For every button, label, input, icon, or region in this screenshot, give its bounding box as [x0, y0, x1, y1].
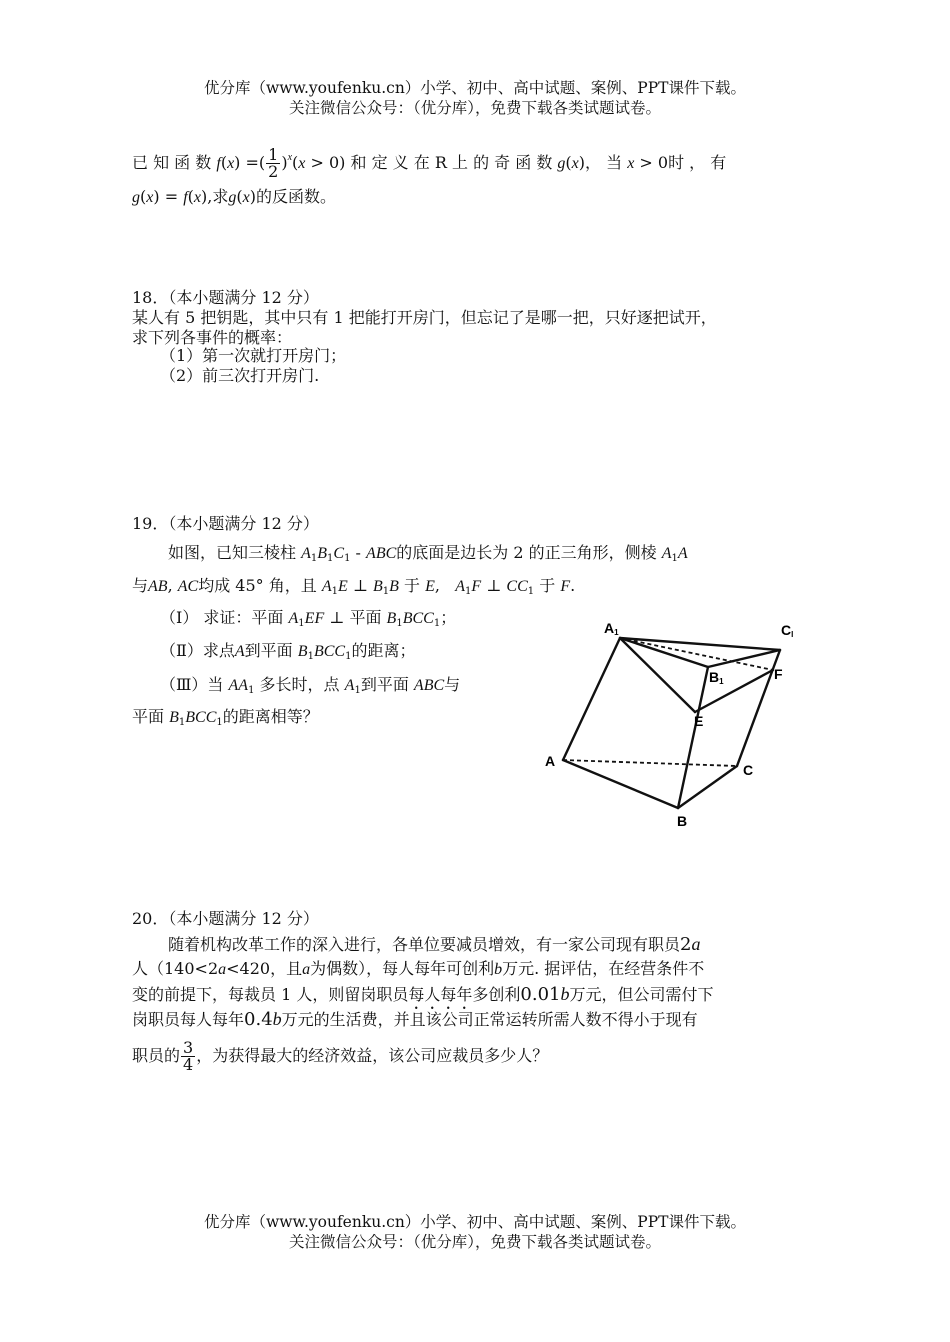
q18-line-2: 求下列各事件的概率：	[132, 328, 293, 347]
q20-emphasis: 每人每年	[408, 985, 473, 1004]
footer-line-2: 关注微信公众号：（优分库），免费下载各类试题试卷。	[288, 1233, 661, 1251]
q20-title: 20．（本小题满分 12 分）	[132, 909, 319, 928]
header-line-1: 优分库（www.youfenku.cn）小学、初中、高中试题、案例、PPT课件下载。	[203, 79, 747, 97]
q17-text: 和 定 义 在 R 上 的 奇 函 数	[350, 153, 553, 172]
label-f: F	[774, 666, 783, 682]
q17-line-2: g(x) = f(x),求g(x)的反函数。	[132, 187, 336, 206]
q19-part-3: （Ⅲ）当 $AA_1$ 多长时，点 $A_1$到平面 ABC与	[160, 675, 461, 696]
q20-text: ，为获得最大的经济效益，该公司应裁员多少人？	[196, 1046, 549, 1065]
q19-text: 到平面	[244, 641, 293, 660]
label-a1: A1	[604, 620, 619, 637]
label-b1: B1	[709, 669, 724, 686]
q19-text: 均成 45° 角，且	[198, 576, 317, 595]
q19-line-2: 与AB, AC均成 45° 角，且 $A_1E$ ⊥ $B_1B$ 于 E, $A_1F$ ⊥ $CC_1$ 于 F.	[132, 576, 576, 597]
q19-part-3-cont: 平面 $B_1BCC_1$的距离相等？	[132, 707, 319, 728]
q17-text: ,求	[207, 187, 229, 206]
q19-text: 平面	[132, 707, 165, 726]
q19-title: 19．（本小题满分 12 分）	[132, 514, 319, 533]
edge-a1-a	[563, 638, 620, 760]
fraction-one-half: $\frac{1}{2}$	[268, 145, 279, 181]
q17-text: ， 当	[585, 153, 623, 172]
q19-text: 与	[444, 675, 461, 694]
q17-line-1: 已 知 函 数 f(x) =( $\frac{1}{2}$ )$^x$(x > 0) 和 定 义 在 R 上 的 奇 函 数 g(x)， 当 x > 0时 ， 有	[132, 145, 727, 181]
q19-text: 如图，已知三棱柱	[168, 543, 297, 562]
edge-a-b	[563, 760, 678, 808]
q20-line-1: 随着机构改革工作的深入进行，各单位要减员增效，有一家公司现有职员2a	[168, 934, 701, 955]
q19-text: ；	[440, 608, 457, 627]
header-line-2: 关注微信公众号：（优分库），免费下载各类试题试卷。	[288, 99, 661, 117]
q19-text: 的底面是边长为 2 的正三角形，侧棱	[396, 543, 657, 562]
label-e: E	[694, 713, 704, 729]
label-a: A	[545, 753, 556, 769]
q20-text: 多创利	[472, 985, 521, 1004]
q19-part-2: （Ⅱ）求点A到平面 $B_1BCC_1$的距离；	[160, 641, 416, 662]
q19-text: （Ⅲ）当	[160, 675, 224, 694]
edge-a1-c1	[620, 638, 780, 650]
q19-text: 的距离；	[351, 641, 416, 660]
q20-text: 万元，但公司需付下	[569, 985, 714, 1004]
q19-part-1: （I） 求证：平面 $A_1EF$ ⊥ 平面 $B_1BCC_1$；	[160, 608, 457, 629]
q17-text: 已 知 函 数	[132, 153, 212, 172]
q20-text: 变的前提下，每裁员 1 人，则留岗职员	[132, 985, 409, 1004]
prism-figure	[545, 610, 815, 835]
label-c1: CI	[781, 622, 794, 639]
q20-line-5	[132, 1040, 548, 1073]
q19-text: 平面	[349, 608, 382, 627]
q20-text: <420，且	[226, 959, 303, 978]
fraction-three-quarters: $\frac{3}{4}$	[183, 1038, 194, 1074]
q20-line-3: 变的前提下，每裁员 1 人，则留岗职员每人每年多创利0.01b万元，但公司需付下	[132, 984, 714, 1005]
q20-text: 职员的	[132, 1046, 181, 1065]
q18-item-1: （1）第一次就打开房门；	[160, 346, 347, 365]
q20-text: 万元. 据评估，在经营条件不	[502, 959, 705, 978]
edge-b-c	[678, 766, 737, 808]
q19-text: 的距离相等？	[222, 707, 319, 726]
q19-text: 到平面	[360, 675, 409, 694]
q20-text: 随着机构改革工作的深入进行，各单位要减员增效，有一家公司现有职员	[168, 935, 681, 954]
q17-text: 的反函数。	[255, 187, 336, 206]
q18-line-1: 某人有 5 把钥匙，其中只有 1 把能打开房门，但忘记了是哪一把，只好逐把试开，	[132, 308, 717, 327]
q19-text: 多长时，点	[259, 675, 340, 694]
footer-line-1: 优分库（www.youfenku.cn）小学、初中、高中试题、案例、PPT课件下载。	[203, 1213, 747, 1231]
label-b: B	[677, 813, 688, 829]
q18-item-2: （2）前三次打开房门.	[160, 366, 320, 385]
q17-text: 时 ， 有	[668, 153, 727, 172]
q20-text: 人（140<	[132, 959, 208, 978]
q20-text: 万元的生活费，并且该公司正常运转所需人数不得小于现有	[281, 1010, 698, 1029]
edge-b1-b	[678, 667, 708, 808]
q19-text: （I） 求证：平面	[160, 608, 284, 627]
label-c: C	[743, 762, 754, 778]
q19-text: 于	[539, 576, 556, 595]
q20-line-4: 岗职员每人每年0.4b万元的生活费，并且该公司正常运转所需人数不得小于现有	[132, 1009, 698, 1030]
q19-text: 于	[404, 576, 421, 595]
q19-line-1: 如图，已知三棱柱 $A_1B_1C_1$ - ABC的底面是边长为 2 的正三角形，侧棱 $A_1A$	[168, 543, 688, 564]
q20-text: 岗职员每人每年	[132, 1010, 245, 1029]
q19-text: 与	[132, 576, 149, 595]
q20-line-2: 人（140<2a<420，且a为偶数），每人每年可创利b万元. 据评估，在经营条件不	[132, 959, 705, 978]
q18-title: 18．（本小题满分 12 分）	[132, 288, 319, 307]
q20-text: 为偶数），每人每年可创利	[310, 959, 495, 978]
q19-text: （Ⅱ）求点	[160, 641, 235, 660]
hidden-edge-a-c	[563, 760, 737, 766]
